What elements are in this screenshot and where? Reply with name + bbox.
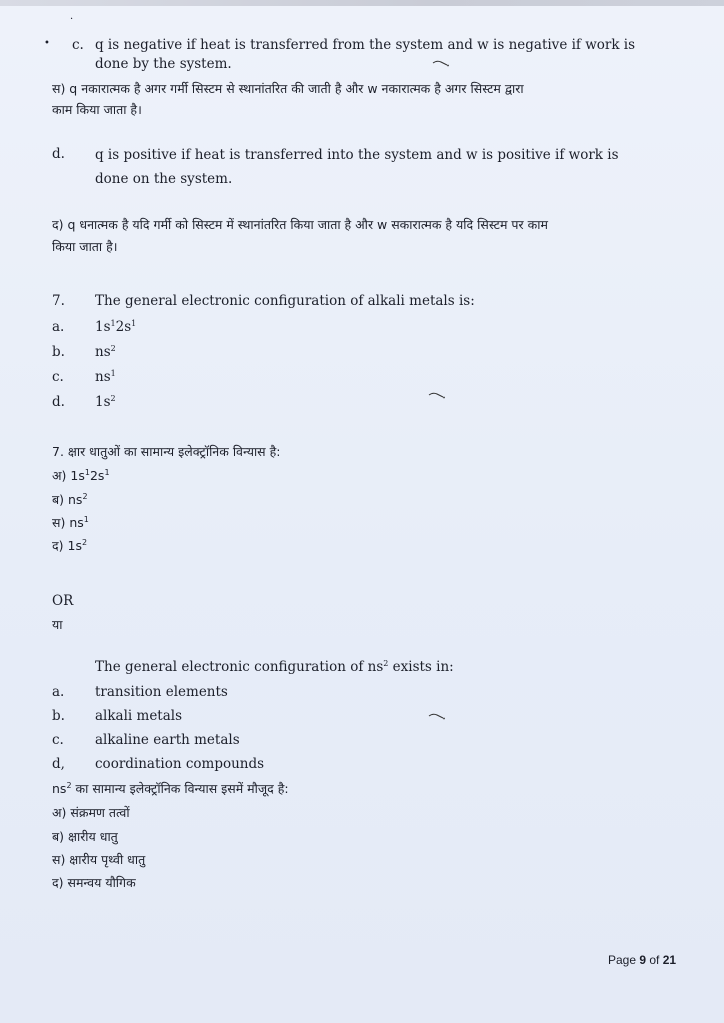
alt-option-b-text: alkali metals bbox=[95, 708, 183, 724]
alt-option-c-text: alkaline earth metals bbox=[95, 732, 240, 748]
paper-top-edge bbox=[0, 0, 724, 6]
q7-hindi-option-a: अ) $1s^12s^1$ bbox=[52, 468, 110, 483]
stray-mark: · bbox=[70, 14, 74, 25]
q7-hindi-option-b: ब) $ns^2$ bbox=[52, 492, 88, 507]
q7-hindi-option-d: द) $1s^2$ bbox=[52, 538, 88, 553]
alt-option-c-label: c. bbox=[52, 732, 64, 748]
alt-option-b-label: b. bbox=[52, 708, 65, 724]
option-d-text-hi-cont: किया जाता है। bbox=[52, 239, 118, 254]
question-text-hindi: 7. क्षार धातुओं का सामान्य इलेक्ट्रॉनिक विन्यास है: bbox=[52, 444, 281, 459]
alt-hindi-option-c: स) क्षारीय पृथ्वी धातु bbox=[52, 852, 146, 867]
option-d-text-en: q is positive if heat is transferred into the system and w is positive if work is bbox=[95, 147, 619, 163]
check-mark-icon bbox=[428, 712, 446, 720]
option-c-text-hi: स) q नकारात्मक है अगर गर्मी सिस्टम से स्थानांतरित की जाती है और w नकारात्मक है अगर सिस्टम द्वारा bbox=[52, 81, 524, 96]
option-c-text-en: q is negative if heat is transferred from the system and w is negative if work is bbox=[95, 37, 636, 53]
or-separator-hindi: या bbox=[52, 617, 63, 632]
question-number: 7. bbox=[52, 293, 65, 309]
alt-option-a-text: transition elements bbox=[95, 684, 228, 700]
or-separator: OR bbox=[52, 593, 74, 609]
alt-hindi-option-b: ब) क्षारीय धातु bbox=[52, 829, 118, 844]
check-mark-icon bbox=[428, 391, 446, 399]
alt-question-text: The general electronic configuration of $ns^2$ exists in: bbox=[95, 659, 454, 675]
stray-mark: • bbox=[44, 38, 50, 49]
q7-option-a-text: $1s^12s^1$ bbox=[95, 319, 137, 335]
q7-option-b-text: $ns^2$ bbox=[95, 344, 116, 360]
option-d-text-en-cont: done on the system. bbox=[95, 171, 233, 187]
check-mark-icon bbox=[432, 59, 450, 67]
alt-option-d-text: coordination compounds bbox=[95, 756, 265, 772]
q7-option-b-label: b. bbox=[52, 344, 65, 360]
option-d-label: d. bbox=[52, 146, 65, 162]
q7-option-a-label: a. bbox=[52, 319, 65, 335]
alt-option-a-label: a. bbox=[52, 684, 65, 700]
alt-hindi-option-d: द) समन्वय यौगिक bbox=[52, 875, 136, 890]
q7-option-d-label: d. bbox=[52, 394, 65, 410]
alt-question-text-hindi: $ns^2$ का सामान्य इलेक्ट्रॉनिक विन्यास इसमें मौजूद है: bbox=[52, 781, 289, 796]
alt-option-d-label: d, bbox=[52, 756, 65, 772]
option-c-text-en-cont: done by the system. bbox=[95, 56, 232, 72]
q7-option-c-text: $ns^1$ bbox=[95, 369, 116, 385]
option-c-text-hi-cont: काम किया जाता है। bbox=[52, 102, 142, 117]
option-c-label: c. bbox=[72, 37, 84, 53]
page-number: Page 9 of 21 bbox=[608, 953, 677, 967]
alt-hindi-option-a: अ) संक्रमण तत्वों bbox=[52, 805, 130, 820]
question-text: The general electronic configuration of alkali metals is: bbox=[95, 293, 475, 309]
q7-option-d-text: $1s^2$ bbox=[95, 394, 116, 410]
q7-option-c-label: c. bbox=[52, 369, 64, 385]
option-d-text-hi: द) q धनात्मक है यदि गर्मी को सिस्टम में स्थानांतरित किया जाता है और w सकारात्मक है यदि सिस्टम पर काम bbox=[52, 217, 548, 232]
q7-hindi-option-c: स) $ns^1$ bbox=[52, 515, 89, 530]
